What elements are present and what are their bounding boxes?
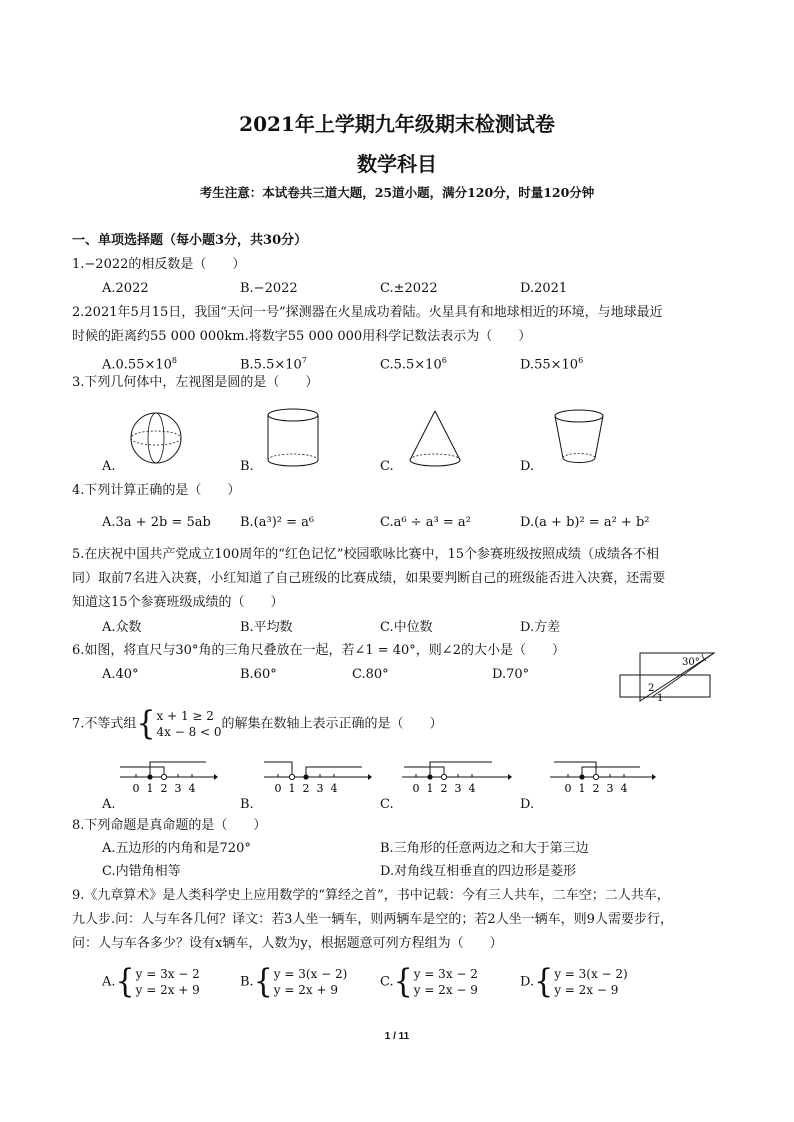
q4-option-c: C.a⁶ ÷ a³ = a² <box>380 515 471 530</box>
tick-2: 2 <box>592 782 600 795</box>
q9-option-b <box>240 962 348 1001</box>
sphere-figure <box>126 408 186 468</box>
q4-option-b: B.(a³)² = a⁶ <box>240 515 315 530</box>
q3-stem: 3.下列几何体中，左视图是圆的是（ ） <box>72 375 319 390</box>
q6-stem: 6.如图，将直尺与30°角的三角尺叠放在一起，若∠1 = 40°，则∠2的大小是（ ） <box>72 643 565 658</box>
q5-option-d: D.方差 <box>520 620 561 635</box>
q4-option-a: A.3a + 2b = 5ab <box>102 515 211 530</box>
tick-1: 1 <box>426 782 434 795</box>
exam-subject: 数学科目 <box>357 152 437 176</box>
q1-stem: 1.−2022的相反数是（ ） <box>72 257 246 272</box>
q6-option-a: A.40° <box>102 667 139 682</box>
section1-heading: 一、单项选择题（每小题3分，共30分） <box>72 233 308 248</box>
tick-1: 1 <box>146 782 154 795</box>
tick-1: 1 <box>288 782 296 795</box>
frustum-figure <box>548 406 610 470</box>
q9-option-c-eq1: y = 3x − 2 <box>413 967 478 981</box>
q8-option-d: D.对角线互相垂直的四边形是菱形 <box>380 864 577 879</box>
q9-option-d <box>520 962 628 1001</box>
ruler-triangle-figure <box>610 645 722 703</box>
q3-option-d: D. <box>520 459 535 474</box>
tick-2: 2 <box>160 782 168 795</box>
cylinder-figure <box>262 406 324 470</box>
q8-stem: 8.下列命题是真命题的是（ ） <box>72 818 267 833</box>
q4-option-d: D.(a + b)² = a² + b² <box>520 515 650 530</box>
number-line-d <box>548 753 656 797</box>
q5-option-c: C.中位数 <box>380 620 433 635</box>
q6-option-b: B.60° <box>240 667 277 682</box>
q5-line2: 同）取前7名进入决赛，小红知道了自己班级的比赛成绩，如果要判断自己的班级能否进入决赛，还需要 <box>72 571 666 586</box>
tick-1: 1 <box>578 782 586 795</box>
number-line-b <box>262 753 372 797</box>
tick-0: 0 <box>132 782 140 795</box>
q9-line2: 九人步.问：人与车各几何？译文：若3人坐一辆车，则两辆车是空的；若2人坐一辆车，则9人需要步行， <box>72 912 673 927</box>
q4-stem: 4.下列计算正确的是（ ） <box>72 483 241 498</box>
q9-option-d-eq1: y = 3(x − 2) <box>554 967 628 981</box>
q9-option-c-label: C. <box>380 974 394 990</box>
fig-angle-1: 1 <box>657 693 664 703</box>
q7-option-c: C. <box>380 797 394 812</box>
q9-option-d-eq2: y = 2x − 9 <box>554 983 619 997</box>
q2-option-b: $B.5.5\times 10^7$ <box>240 356 307 373</box>
number-line-c <box>400 753 512 797</box>
exam-notice: 考生注意：本试卷共三道大题，25道小题，满分120分，时量120分钟 <box>199 185 595 200</box>
tick-0: 0 <box>412 782 420 795</box>
q5-line3: 知道这15个参赛班级成绩的（ ） <box>72 595 284 610</box>
fig-angle-30: 30° <box>682 657 700 668</box>
tick-4: 4 <box>468 782 476 795</box>
q8-option-b: B.三角形的任意两边之和大于第三边 <box>380 841 589 856</box>
q9-option-b-eq1: y = 3(x − 2) <box>273 967 348 981</box>
q7-prefix: 7.不等式组 <box>72 716 137 732</box>
q7-brace: { <box>136 704 156 743</box>
tick-0: 0 <box>564 782 572 795</box>
page-number: 1 / 11 <box>384 1031 410 1042</box>
q7-option-d: D. <box>520 797 535 812</box>
cone-figure <box>404 408 466 470</box>
q7-option-a: A. <box>102 797 116 812</box>
q8-option-c: C.内错角相等 <box>102 864 181 879</box>
q9-option-c-brace: { <box>393 962 413 1001</box>
tick-4: 4 <box>330 782 338 795</box>
tick-3: 3 <box>316 782 324 795</box>
q8-option-a: A.五边形的内角和是720° <box>102 841 251 856</box>
q9-option-a-eq1: y = 3x − 2 <box>135 967 200 981</box>
q3-option-a: A. <box>102 459 116 474</box>
tick-4: 4 <box>620 782 628 795</box>
q9-line3: 问：人与车各多少？设有x辆车，人数为y，根据题意可列方程组为（ ） <box>72 936 503 951</box>
q7-suffix: 的解集在数轴上表示正确的是（ ） <box>221 716 443 732</box>
tick-3: 3 <box>174 782 182 795</box>
q5-option-b: B.平均数 <box>240 620 293 635</box>
q3-option-c: C. <box>380 459 394 474</box>
q7-ineq2: 4x − 8 < 0 <box>156 725 222 739</box>
q9-option-d-brace: { <box>534 962 554 1001</box>
q9-line1: 9.《九章算术》是人类科学史上应用数学的“算经之首”，书中记载：今有三人共车，二车空；二人共车， <box>72 888 670 903</box>
q1-option-c: C.±2022 <box>380 281 438 296</box>
tick-2: 2 <box>440 782 448 795</box>
q2-line1: 2.2021年5月15日，我国“天问一号”探测器在火星成功着陆。火星具有和地球相近的环境，与地球最近 <box>72 305 663 320</box>
tick-3: 3 <box>454 782 462 795</box>
q7-option-b: B. <box>240 797 254 812</box>
q9-option-b-eq2: y = 2x + 9 <box>273 983 338 997</box>
q5-option-a: A.众数 <box>102 620 142 635</box>
q9-option-a-eq2: y = 2x + 9 <box>135 983 200 997</box>
tick-4: 4 <box>188 782 196 795</box>
q9-option-a-brace: { <box>115 962 135 1001</box>
q9-option-a-label: A. <box>102 974 116 990</box>
q2-option-d: $D.55\times 10^6$ <box>520 356 584 373</box>
q1-option-a: A.2022 <box>102 281 149 296</box>
tick-3: 3 <box>606 782 614 795</box>
q1-option-d: D.2021 <box>520 281 568 296</box>
fig-angle-2: 2 <box>648 683 655 694</box>
q7-ineq1: x + 1 ≥ 2 <box>156 709 214 723</box>
q9-option-b-brace: { <box>253 962 273 1001</box>
exam-title: 2021年上学期九年级期末检测试卷 <box>239 112 555 136</box>
q9-option-c <box>380 962 478 1001</box>
q1-option-b: B.−2022 <box>240 281 298 296</box>
q2-line2: 时候的距离约55 000 000km.将数字55 000 000用科学记数法表示为（ ） <box>72 329 532 344</box>
q2-option-a: $A.0.55\times 10^8$ <box>102 356 177 373</box>
q5-line1: 5.在庆祝中国共产党成立100周年的“红色记忆”校园歌咏比赛中，15个参赛班级按照成绩（成绩各不相 <box>72 547 660 562</box>
q7-system <box>157 708 222 740</box>
q6-option-c: C.80° <box>352 667 389 682</box>
q6-option-d: D.70° <box>492 667 530 682</box>
q7-stem <box>72 704 443 743</box>
number-line-a <box>118 753 218 797</box>
q9-option-a <box>102 962 200 1001</box>
q2-option-c: $C.5.5\times 10^6$ <box>380 356 447 373</box>
tick-0: 0 <box>274 782 282 795</box>
q9-option-c-eq2: y = 2x − 9 <box>413 983 478 997</box>
q9-option-d-label: D. <box>520 974 535 990</box>
q9-option-b-label: B. <box>240 974 254 990</box>
tick-2: 2 <box>302 782 310 795</box>
q3-option-b: B. <box>240 459 254 474</box>
